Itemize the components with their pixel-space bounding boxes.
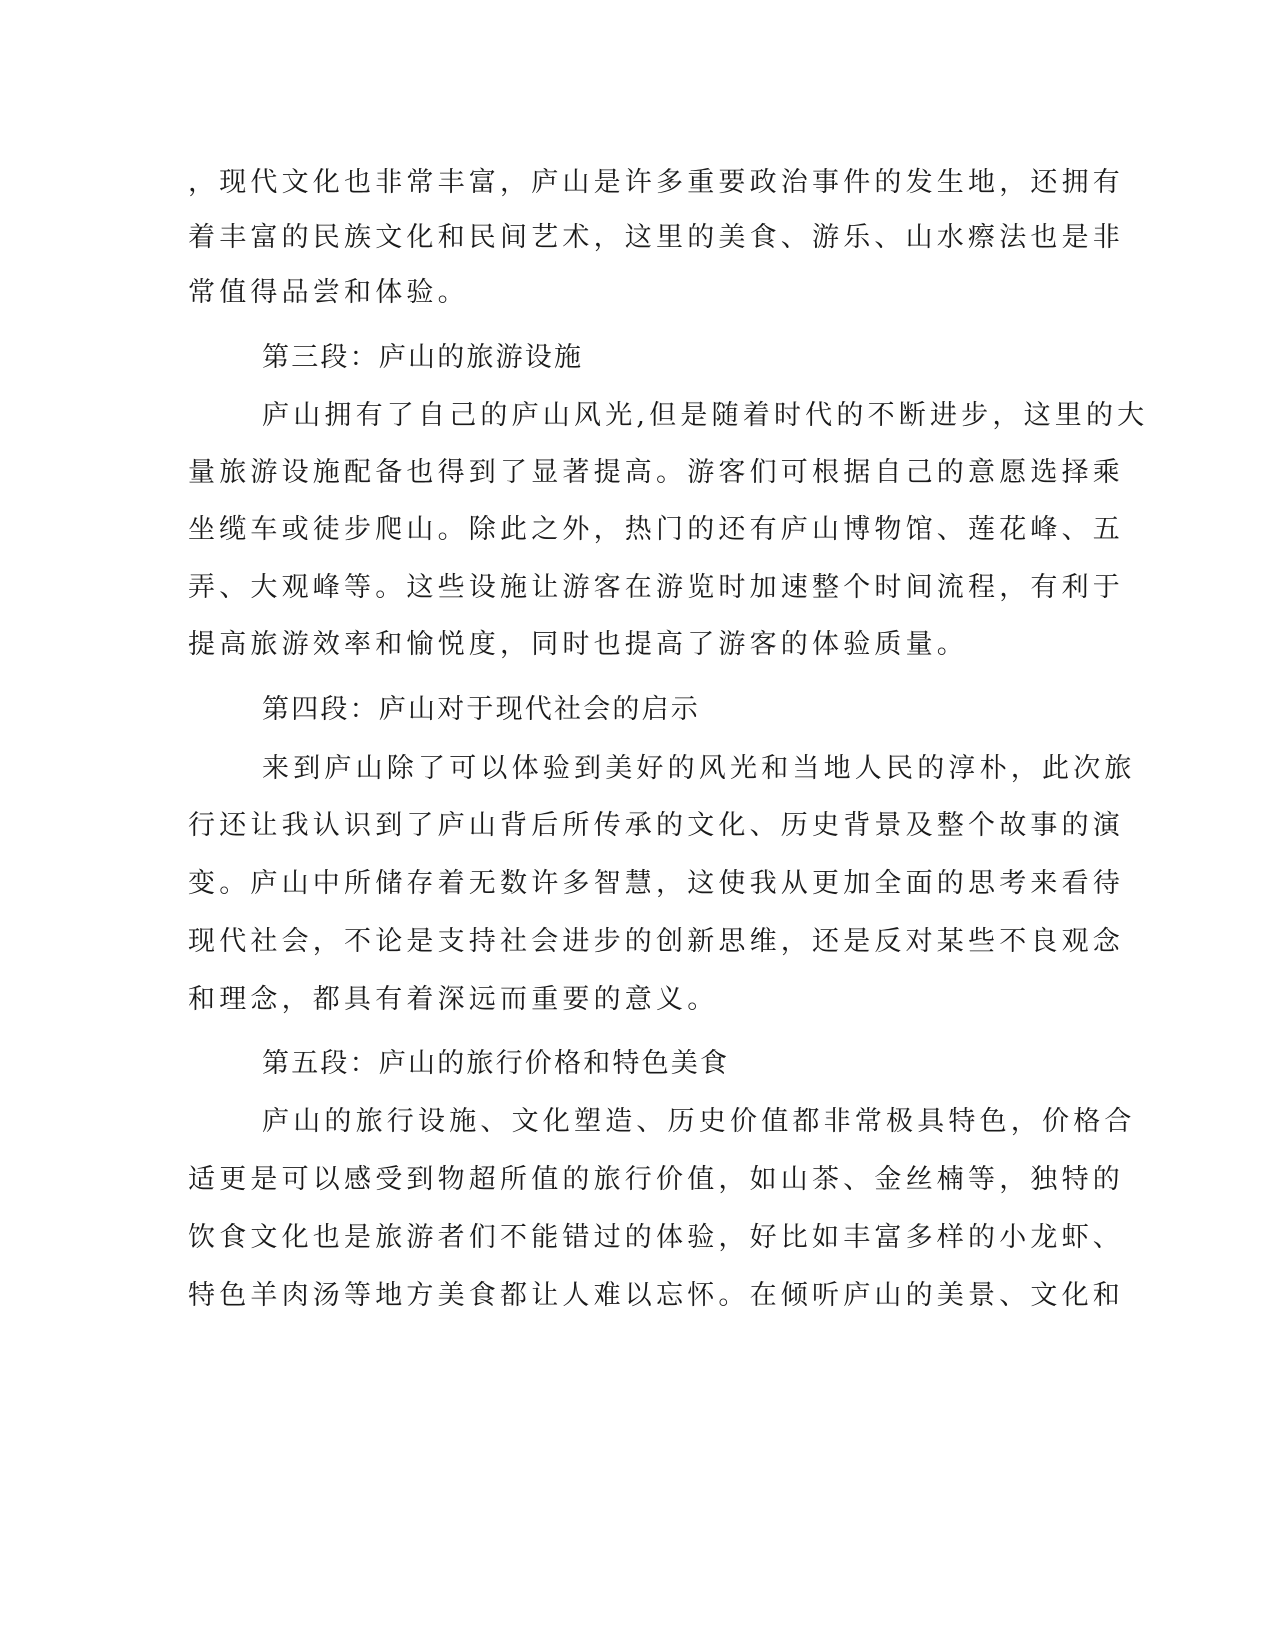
text-line: 着丰富的民族文化和民间艺术，这里的美食、游乐、山水瘵法也是非 — [188, 222, 1124, 253]
section-heading-5: 第五段：庐山的旅行价格和特色美食 — [262, 1048, 730, 1079]
text-line: ，现代文化也非常丰富，庐山是许多重要政治事件的发生地，还拥有 — [188, 167, 1124, 198]
text-line: 常值得品尝和体验。 — [188, 277, 469, 308]
text-line: 适更是可以感受到物超所值的旅行价值，如山茶、金丝楠等，独特的 — [188, 1164, 1124, 1195]
text-line: 和理念，都具有着深远而重要的意义。 — [188, 984, 719, 1015]
text-line: 庐山的旅行设施、文化塑造、历史价值都非常极具特色，价格合 — [262, 1106, 1136, 1137]
text-line: 行还让我认识到了庐山背后所传承的文化、历史背景及整个故事的演 — [188, 810, 1124, 841]
text-line: 变。庐山中所储存着无数许多智慧，这使我从更加全面的思考来看待 — [188, 868, 1124, 899]
section-heading-3: 第三段：庐山的旅游设施 — [262, 342, 584, 373]
text-line: 量旅游设施配备也得到了显著提高。游客们可根据自己的意愿选择乘 — [188, 457, 1124, 488]
text-line: 弄、大观峰等。这些设施让游客在游览时加速整个时间流程，有利于 — [188, 572, 1124, 603]
text-line: 庐山拥有了自己的庐山风光,但是随着时代的不断进步，这里的大 — [262, 400, 1149, 431]
text-line: 来到庐山除了可以体验到美好的风光和当地人民的淳朴，此次旅 — [262, 753, 1136, 784]
text-line: 现代社会，不论是支持社会进步的创新思维，还是反对某些不良观念 — [188, 926, 1124, 957]
section-heading-4: 第四段：庐山对于现代社会的启示 — [262, 694, 700, 725]
text-line: 特色羊肉汤等地方美食都让人难以忘怀。在倾听庐山的美景、文化和 — [188, 1280, 1124, 1311]
text-line: 饮食文化也是旅游者们不能错过的体验，好比如丰富多样的小龙虾、 — [188, 1222, 1124, 1253]
text-line: 坐缆车或徒步爬山。除此之外，热门的还有庐山博物馆、莲花峰、五 — [188, 514, 1124, 545]
text-line: 提高旅游效率和愉悦度，同时也提高了游客的体验质量。 — [188, 629, 968, 660]
